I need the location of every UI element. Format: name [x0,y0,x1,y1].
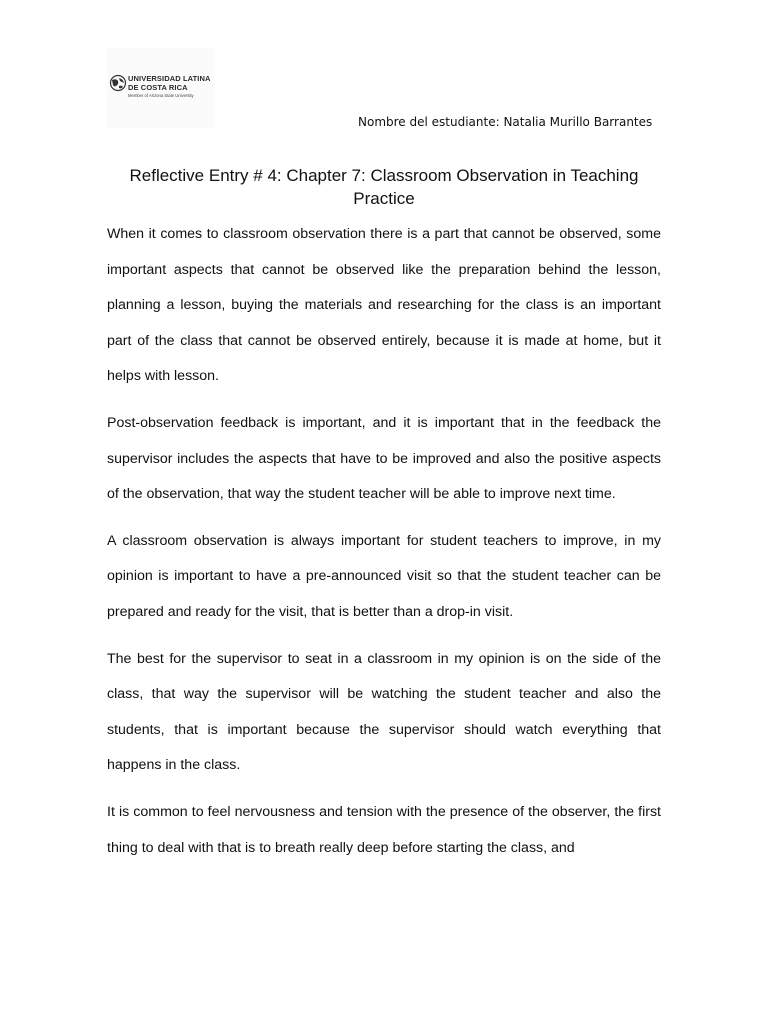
paragraph-5: It is common to feel nervousness and tension with the presence of the observer, the first thing to deal with that is to breath really deep before starting the class, and [107,803,661,856]
student-name-label: Nombre del estudiante: Natalia Murillo Barrantes [358,115,653,129]
document-title: Reflective Entry # 4: Chapter 7: Classroom Observation in Teaching Practice [129,166,639,208]
logo-line-2: DE COSTA RICA [128,83,188,92]
globe-icon [109,74,127,92]
university-logo [107,48,215,128]
paragraph-4: The best for the supervisor to seat in a classroom in my opinion is on the side of the class, that way the supervisor will be watching the student teacher and also the students, that is important because the supervisor should watch everything that happens in the class. [107,650,661,774]
paragraph-2: Post-observation feedback is important, and it is important that in the feedback the supervisor includes the aspects that have to be improved and also the positive aspects of the observation, that way the student teacher will be able to improve next time. [107,414,661,503]
paragraph-3: A classroom observation is always important for student teachers to improve, in my opinion is important to have a pre-announced visit so that the student teacher can be prepared and ready for the visit, that is better than a drop-in visit. [107,532,661,620]
logo-line-1: UNIVERSIDAD LATINA [128,74,211,83]
paragraph-1: When it comes to classroom observation there is a part that cannot be observed, some important aspects that cannot be observed like the preparation behind the lesson, planning a lesson, buying the materials and researching for the class is an important part of the class that cannot be observed entirely, because it is made at home, but it helps with lesson. [107,226,661,385]
document-body [107,217,661,877]
logo-line-3: Member of Arizona State University [128,93,194,98]
